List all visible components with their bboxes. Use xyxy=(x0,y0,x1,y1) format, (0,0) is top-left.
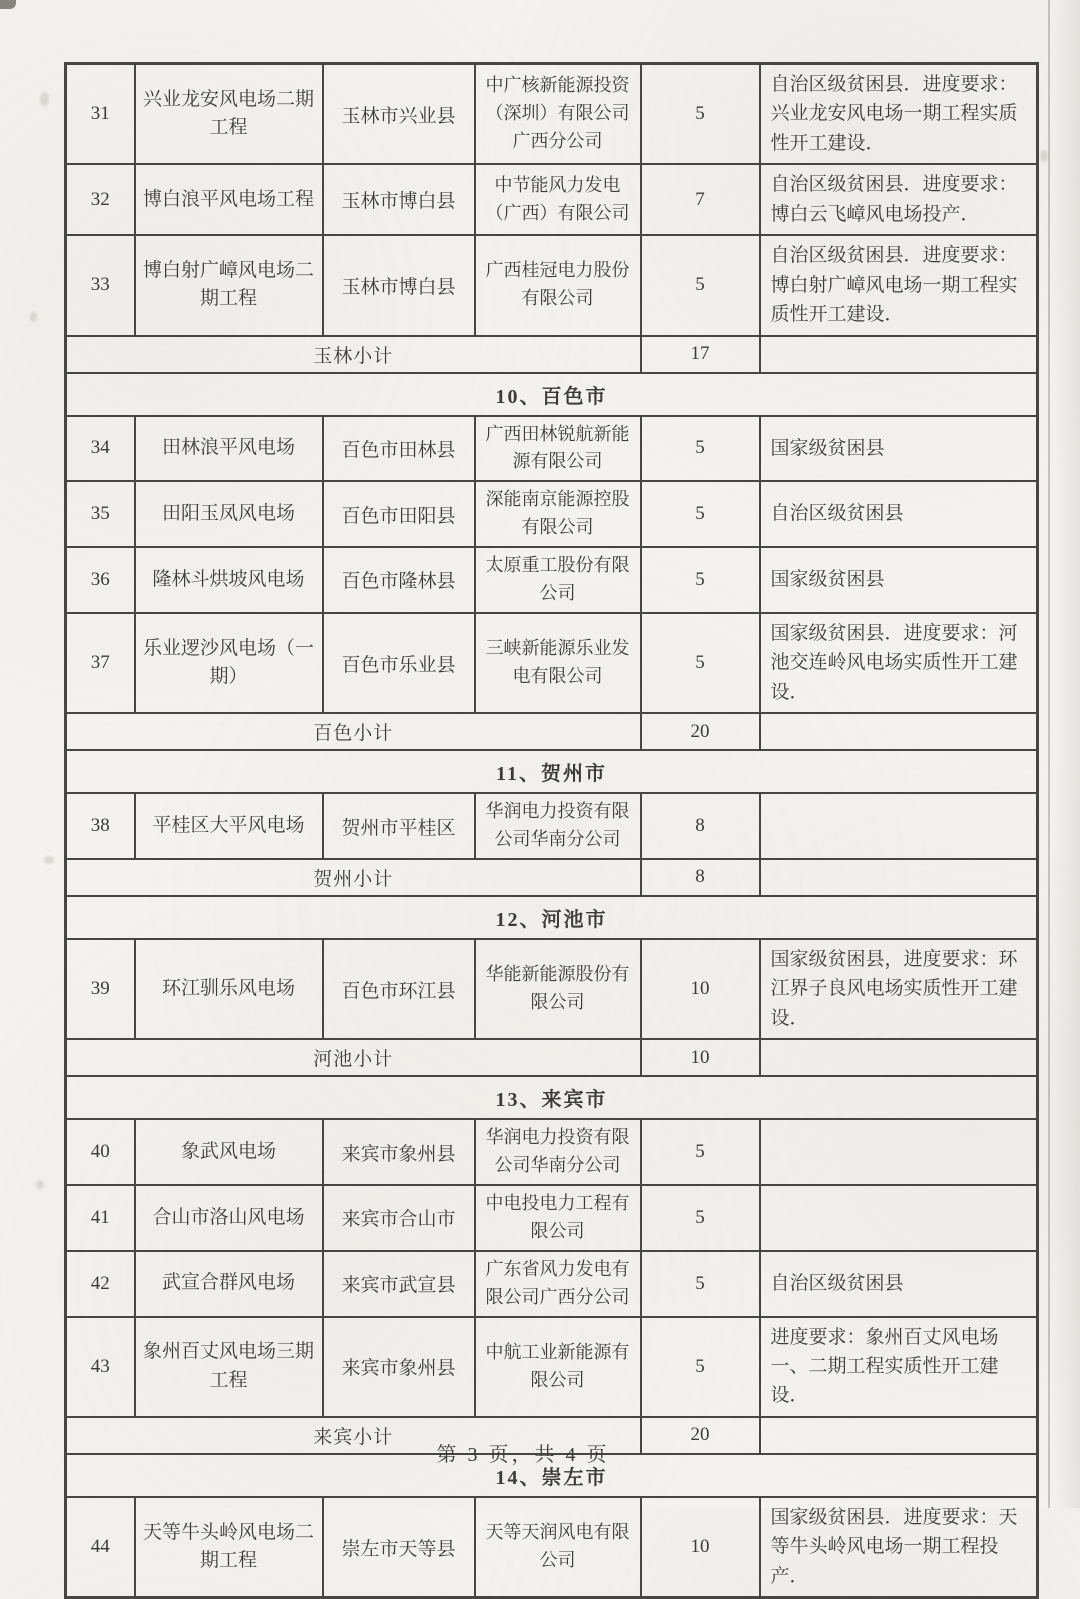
company-cell: 广西田林锐航新能源有限公司 xyxy=(475,416,641,482)
project-name-cell: 田阳玉凤风电场 xyxy=(135,481,323,547)
row-number-cell: 40 xyxy=(66,1119,135,1185)
row-number-cell: 32 xyxy=(66,164,135,235)
capacity-cell: 5 xyxy=(641,1317,760,1417)
note-cell: 国家级贫困县 xyxy=(760,416,1038,482)
capacity-cell: 5 xyxy=(641,1185,760,1251)
row-number-cell: 31 xyxy=(66,64,135,165)
company-cell: 深能南京能源控股有限公司 xyxy=(475,481,641,547)
project-name-cell: 武宣合群风电场 xyxy=(135,1251,323,1317)
row-number-cell: 35 xyxy=(66,481,135,547)
project-row xyxy=(66,1119,1038,1185)
capacity-cell: 5 xyxy=(641,64,760,165)
page-scan-edge-line xyxy=(1048,0,1050,1508)
subtotal-row xyxy=(66,336,1038,373)
capacity-cell: 10 xyxy=(641,939,760,1039)
wind-farm-projects-table xyxy=(64,62,1039,1599)
location-cell: 百色市乐业县 xyxy=(323,613,475,713)
subtotal-note-cell xyxy=(760,336,1038,373)
city-section-label: 10、百色市 xyxy=(66,373,1038,416)
company-cell: 中电投电力工程有限公司 xyxy=(475,1185,641,1251)
subtotal-value-cell: 17 xyxy=(641,336,760,373)
note-cell: 自治区级贫困县．进度要求：博白云飞嶂风电场投产． xyxy=(760,164,1038,235)
project-row xyxy=(66,939,1038,1039)
note-cell: 国家级贫困县．进度要求：河池交连岭风电场实质性开工建设． xyxy=(760,613,1038,713)
location-cell: 崇左市天等县 xyxy=(323,1497,475,1598)
project-name-cell: 象武风电场 xyxy=(135,1119,323,1185)
project-name-cell: 环江驯乐风电场 xyxy=(135,939,323,1039)
city-section-row xyxy=(66,373,1038,416)
project-name-cell: 博白浪平风电场工程 xyxy=(135,164,323,235)
location-cell: 玉林市兴业县 xyxy=(323,64,475,165)
project-name-cell: 隆林斗烘坡风电场 xyxy=(135,547,323,613)
capacity-cell: 5 xyxy=(641,235,760,335)
capacity-cell: 5 xyxy=(641,481,760,547)
project-row xyxy=(66,1497,1038,1598)
city-section-row xyxy=(66,896,1038,939)
scan-smudge xyxy=(36,1180,44,1189)
note-cell xyxy=(760,1119,1038,1185)
location-cell: 百色市环江县 xyxy=(323,939,475,1039)
subtotal-note-cell xyxy=(760,713,1038,750)
city-section-label: 11、贺州市 xyxy=(66,750,1038,793)
scan-smudge xyxy=(40,92,49,106)
project-row xyxy=(66,416,1038,482)
subtotal-row xyxy=(66,859,1038,896)
row-number-cell: 33 xyxy=(66,235,135,335)
city-section-row xyxy=(66,1076,1038,1119)
capacity-cell: 5 xyxy=(641,547,760,613)
row-number-cell: 34 xyxy=(66,416,135,482)
project-name-cell: 合山市洛山风电场 xyxy=(135,1185,323,1251)
company-cell: 太原重工股份有限公司 xyxy=(475,547,641,613)
project-row xyxy=(66,481,1038,547)
location-cell: 玉林市博白县 xyxy=(323,164,475,235)
project-row xyxy=(66,613,1038,713)
location-cell: 百色市田林县 xyxy=(323,416,475,482)
location-cell: 玉林市博白县 xyxy=(323,235,475,335)
note-cell: 自治区级贫困县 xyxy=(760,1251,1038,1317)
location-cell: 贺州市平桂区 xyxy=(323,793,475,859)
note-cell xyxy=(760,793,1038,859)
company-cell: 三峡新能源乐业发电有限公司 xyxy=(475,613,641,713)
capacity-cell: 5 xyxy=(641,613,760,713)
capacity-cell: 5 xyxy=(641,1251,760,1317)
row-number-cell: 43 xyxy=(66,1317,135,1417)
row-number-cell: 42 xyxy=(66,1251,135,1317)
capacity-cell: 5 xyxy=(641,416,760,482)
project-name-cell: 天等牛头岭风电场二期工程 xyxy=(135,1497,323,1598)
company-cell: 广西桂冠电力股份有限公司 xyxy=(475,235,641,335)
row-number-cell: 41 xyxy=(66,1185,135,1251)
note-cell: 自治区级贫困县．进度要求：博白射广嶂风电场一期工程实质性开工建设． xyxy=(760,235,1038,335)
project-row xyxy=(66,1251,1038,1317)
note-cell: 国家级贫困县．进度要求：天等牛头岭风电场一期工程投产． xyxy=(760,1497,1038,1598)
project-name-cell: 博白射广嶂风电场二期工程 xyxy=(135,235,323,335)
subtotal-value-cell: 20 xyxy=(641,1417,760,1454)
project-name-cell: 田林浪平风电场 xyxy=(135,416,323,482)
projects-table-body xyxy=(66,64,1038,1598)
subtotal-note-cell xyxy=(760,1039,1038,1076)
company-cell: 中航工业新能源有限公司 xyxy=(475,1317,641,1417)
project-name-cell: 乐业逻沙风电场（一期） xyxy=(135,613,323,713)
project-row xyxy=(66,235,1038,335)
note-cell: 自治区级贫困县 xyxy=(760,481,1038,547)
scan-smudge xyxy=(44,856,54,864)
project-row xyxy=(66,793,1038,859)
company-cell: 华润电力投资有限公司华南分公司 xyxy=(475,1119,641,1185)
scan-smudge xyxy=(1040,150,1048,162)
subtotal-label-cell: 百色小计 xyxy=(66,713,641,750)
subtotal-label-cell: 玉林小计 xyxy=(66,336,641,373)
note-cell: 自治区级贫困县．进度要求：兴业龙安风电场一期工程实质性开工建设． xyxy=(760,64,1038,165)
company-cell: 中广核新能源投资（深圳）有限公司广西分公司 xyxy=(475,64,641,165)
subtotal-note-cell xyxy=(760,859,1038,896)
subtotal-row xyxy=(66,1039,1038,1076)
location-cell: 来宾市象州县 xyxy=(323,1119,475,1185)
row-number-cell: 37 xyxy=(66,613,135,713)
company-cell: 广东省风力发电有限公司广西分公司 xyxy=(475,1251,641,1317)
row-number-cell: 39 xyxy=(66,939,135,1039)
note-cell: 国家级贫困县，进度要求：环江界子良风电场实质性开工建设． xyxy=(760,939,1038,1039)
city-section-label: 14、崇左市 xyxy=(66,1454,1038,1497)
company-cell: 天等天润风电有限公司 xyxy=(475,1497,641,1598)
note-cell: 国家级贫困县 xyxy=(760,547,1038,613)
location-cell: 来宾市象州县 xyxy=(323,1317,475,1417)
company-cell: 中节能风力发电（广西）有限公司 xyxy=(475,164,641,235)
subtotal-label-cell: 河池小计 xyxy=(66,1039,641,1076)
row-number-cell: 44 xyxy=(66,1497,135,1598)
note-cell: 进度要求：象州百丈风电场一、二期工程实质性开工建设． xyxy=(760,1317,1038,1417)
project-name-cell: 兴业龙安风电场二期工程 xyxy=(135,64,323,165)
scan-smudge xyxy=(30,312,37,322)
page-number-footer: 第 3 页，共 4 页 xyxy=(436,1444,610,1466)
project-row xyxy=(66,164,1038,235)
page-scan-edge-shadow xyxy=(1054,0,1080,1508)
capacity-cell: 10 xyxy=(641,1497,760,1598)
scan-corner-mark xyxy=(0,0,16,9)
subtotal-value-cell: 8 xyxy=(641,859,760,896)
subtotal-label-cell: 贺州小计 xyxy=(66,859,641,896)
company-cell: 华能新能源股份有限公司 xyxy=(475,939,641,1039)
note-cell xyxy=(760,1185,1038,1251)
row-number-cell: 36 xyxy=(66,547,135,613)
capacity-cell: 7 xyxy=(641,164,760,235)
project-row xyxy=(66,1317,1038,1417)
location-cell: 百色市隆林县 xyxy=(323,547,475,613)
subtotal-row xyxy=(66,713,1038,750)
company-cell: 华润电力投资有限公司华南分公司 xyxy=(475,793,641,859)
project-row xyxy=(66,547,1038,613)
capacity-cell: 5 xyxy=(641,1119,760,1185)
location-cell: 百色市田阳县 xyxy=(323,481,475,547)
project-name-cell: 象州百丈风电场三期工程 xyxy=(135,1317,323,1417)
row-number-cell: 38 xyxy=(66,793,135,859)
location-cell: 来宾市合山市 xyxy=(323,1185,475,1251)
project-row xyxy=(66,64,1038,165)
city-section-label: 13、来宾市 xyxy=(66,1076,1038,1119)
project-row xyxy=(66,1185,1038,1251)
city-section-row xyxy=(66,750,1038,793)
location-cell: 来宾市武宣县 xyxy=(323,1251,475,1317)
capacity-cell: 8 xyxy=(641,793,760,859)
subtotal-value-cell: 10 xyxy=(641,1039,760,1076)
city-section-label: 12、河池市 xyxy=(66,896,1038,939)
project-name-cell: 平桂区大平风电场 xyxy=(135,793,323,859)
subtotal-label-cell: 来宾小计 xyxy=(66,1417,641,1454)
subtotal-value-cell: 20 xyxy=(641,713,760,750)
